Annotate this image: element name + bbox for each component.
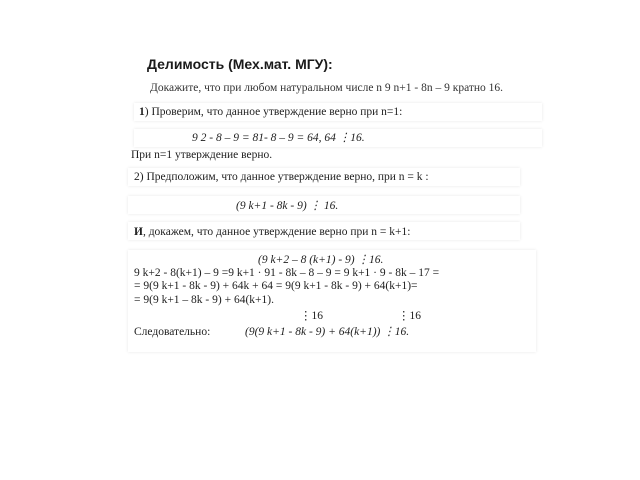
step1-number: 1 <box>139 106 145 118</box>
conclusion-label: Следовательно: <box>134 326 211 338</box>
step2-text: 2) Предположим, что данное утверждение верно, при n = k : <box>134 171 429 183</box>
step3-line-3: = 9(9 k+1 – 8k - 9) + 64(k+1). <box>134 294 274 306</box>
step3-line-1: 9 k+2 - 8(k+1) – 9 =9 k+1 · 91 - 8k – 8 – 9 = 9 k+1 · 9 - 8k – 17 = <box>134 267 440 279</box>
step1-conclusion: При n=1 утверждение верно. <box>131 149 273 161</box>
step1-heading <box>139 106 402 119</box>
conclusion-expression: (9(9 k+1 - 8k - 9) + 64(k+1)) ⋮16. <box>245 326 410 338</box>
step3-label: И <box>134 226 143 238</box>
step3-line-2: = 9(9 k+1 - 8k - 9) + 64k + 64 = 9(9 k+1 - 8k - 9) + 64(k+1)= <box>134 280 418 292</box>
problem-statement: Докажите, что при любом натуральном числе n 9 n+1 - 8n – 9 кратно 16. <box>150 82 504 94</box>
step3-text: , докажем, что данное утверждение верно при n = k+1: <box>142 226 411 238</box>
step1-text: ) Проверим, что данное утверждение верно при n=1: <box>144 106 403 118</box>
step3-goal: (9 k+2 – 8 (k+1) - 9) ⋮16. <box>258 254 384 266</box>
step3-heading <box>134 226 410 239</box>
step1-calc: 9 2 - 8 – 9 = 81- 8 – 9 = 64, 64 ⋮16. <box>192 132 365 144</box>
divisibility-mark-2: ⋮16 <box>398 310 421 322</box>
divisibility-mark-1: ⋮16 <box>300 310 323 322</box>
step2-expression: (9 k+1 - 8k - 9) ⋮ 16. <box>236 200 339 212</box>
slide-title: Делимость (Мех.мат. МГУ): <box>147 56 333 72</box>
